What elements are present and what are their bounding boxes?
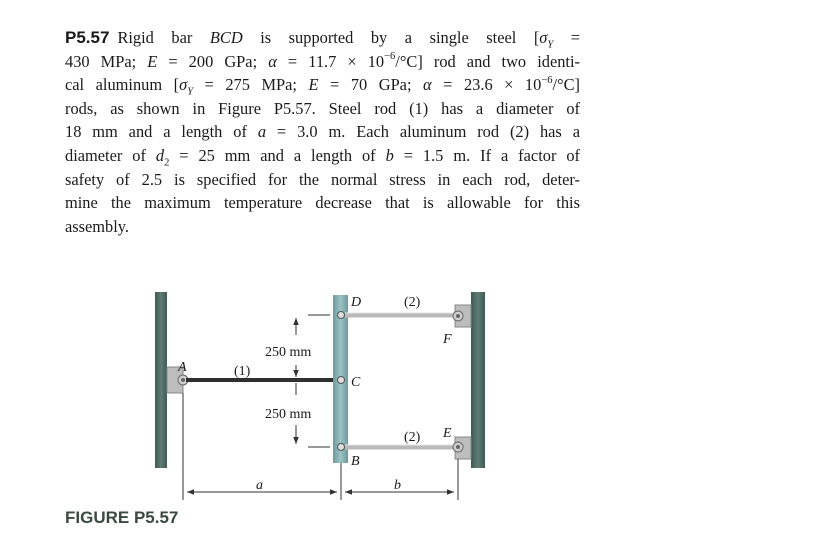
label-C: C [351, 375, 361, 390]
problem-line-1: P5.57 Rigid bar BCD is supported by a single steel [$\sigma_Y$ = [65, 28, 581, 51]
label-b: b [394, 478, 401, 493]
problem-number: P5.57 [65, 28, 110, 47]
label-rod-2-top: (2) [404, 295, 421, 310]
problem-line-4: rods, as shown in Figure P5.57. Steel rod (1) has a diameter of [65, 98, 580, 118]
right-wall [471, 292, 485, 468]
problem-line-9: assembly. [65, 216, 130, 236]
problem-line-2: 430 MPa; E = 200 GPa; $\alpha = 11.7 \times 10^{-6}/^\circ C$] rod and two identi- [65, 51, 580, 71]
label-B: B [351, 454, 360, 469]
label-rod-1: (1) [234, 364, 251, 379]
left-wall [155, 292, 167, 468]
label-F: F [443, 332, 452, 347]
problem-line-6: diameter of $d_2 = 25$ mm and a length of b = 1.5 m. If a factor of [65, 145, 580, 169]
label-dim-bottom: 250 mm [265, 407, 312, 422]
problem-line-3: cal aluminum [$\sigma_Y = 275$ MPa; E = 70 GPa; $\alpha = 23.6 \times 10^{-6}/^\circ C$] [65, 74, 580, 98]
support-E [453, 437, 471, 459]
support-F [453, 305, 471, 327]
label-a: a [256, 478, 263, 493]
problem-line-8: mine the maximum temperature decrease that is allowable for this [65, 193, 580, 213]
label-A: A [178, 360, 187, 375]
label-D: D [351, 295, 362, 310]
label-rod-2-bottom: (2) [404, 430, 421, 445]
figure-caption: FIGURE P5.57 [65, 508, 179, 527]
problem-line-7: safety of 2.5 is specified for the normal stress in each rod, deter- [65, 169, 580, 189]
problem-line-5: 18 mm and a length of a = 3.0 m. Each aluminum rod (2) has a [65, 122, 580, 142]
label-E: E [443, 426, 452, 441]
label-dim-top: 250 mm [265, 345, 312, 360]
